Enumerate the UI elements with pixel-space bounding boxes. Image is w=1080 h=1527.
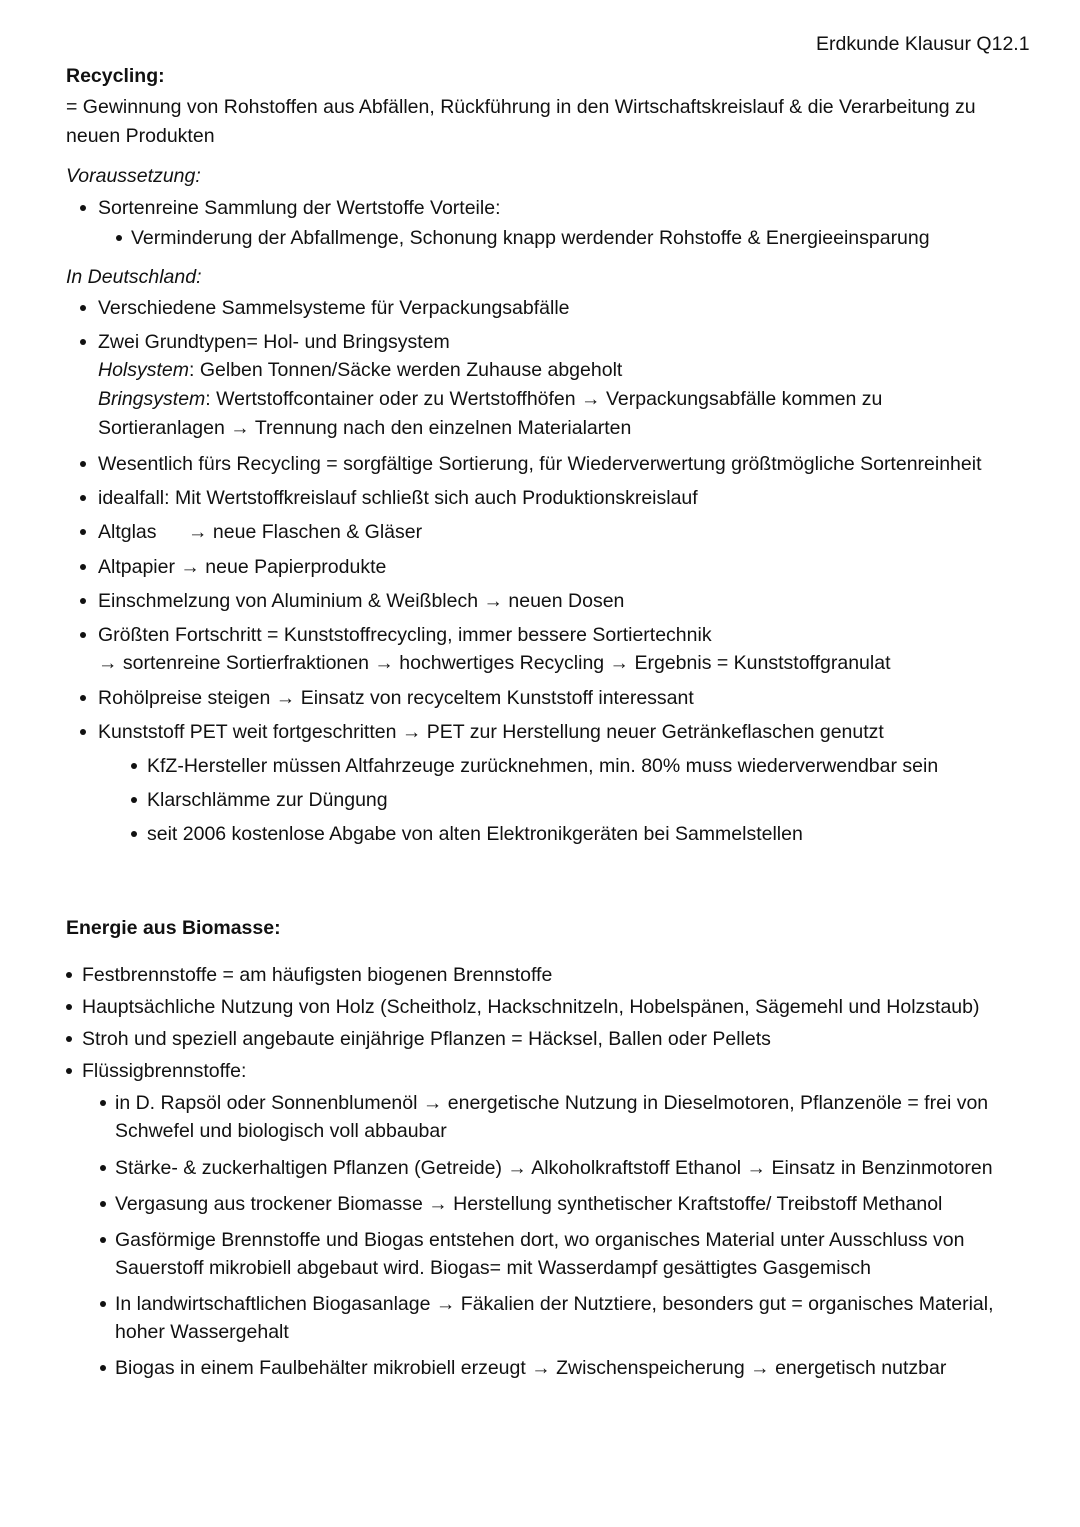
bullet-dot xyxy=(80,461,86,467)
sub-list-item: seit 2006 kostenlose Abgabe von alten Elektronikgeräten bei Sammelstellen xyxy=(147,823,803,845)
holsystem-line xyxy=(98,356,622,384)
bringsystem-text: : Wertstoffcontainer oder zu Wertstoffhöfen → Verpackungsabfälle kommen zu xyxy=(205,388,883,410)
sub-list-item: Gasförmige Brennstoffe und Biogas entstehen dort, wo organisches Material unter Ausschluss von xyxy=(115,1229,965,1251)
bringsystem-line2: Sortieranlagen → Trennung nach den einzelnen Materialarten xyxy=(98,417,632,439)
voraussetzung-label: Voraussetzung: xyxy=(66,165,201,187)
recycling-definition-line2: neuen Produkten xyxy=(66,125,215,147)
holsystem-text: : Gelben Tonnen/Säcke werden Zuhause abgeholt xyxy=(189,359,623,381)
sub-list-item-continuation: Sauerstoff mikrobiell abgebaut wird. Biogas= mit Wasserdampf gesättigtes Gasgemisch xyxy=(115,1257,871,1279)
sub-list-item: KfZ-Hersteller müssen Altfahrzeuge zurücknehmen, min. 80% muss wiederverwendbar sein xyxy=(147,755,939,777)
sub-list-item: Stärke- & zuckerhaltigen Pflanzen (Getreide) → Alkoholkraftstoff Ethanol → Einsatz in Benzinmotoren xyxy=(115,1157,993,1179)
recycling-heading: Recycling: xyxy=(66,65,165,87)
bullet-dot xyxy=(66,1004,72,1010)
sub-list-item: Klarschlämme zur Düngung xyxy=(147,789,388,811)
bullet-dot xyxy=(100,1301,106,1307)
list-item: Rohölpreise steigen → Einsatz von recyceltem Kunststoff interessant xyxy=(98,687,694,709)
list-item: Zwei Grundtypen= Hol- und Bringsystem xyxy=(98,331,450,353)
list-item: Einschmelzung von Aluminium & Weißblech → neuen Dosen xyxy=(98,590,625,612)
bullet-dot xyxy=(116,235,122,241)
bullet-dot xyxy=(80,495,86,501)
sub-list-item-continuation: hoher Wassergehalt xyxy=(115,1321,289,1343)
bullet-dot xyxy=(100,1165,106,1171)
bullet-dot xyxy=(80,695,86,701)
voraussetzung-item: Sortenreine Sammlung der Wertstoffe Vorteile: xyxy=(98,197,501,219)
vorteile-item: Verminderung der Abfallmenge, Schonung knapp werdender Rohstoffe & Energieeinsparung xyxy=(131,227,930,249)
bullet-dot xyxy=(100,1201,106,1207)
list-item: Größten Fortschritt = Kunststoffrecycling, immer bessere Sortiertechnik xyxy=(98,624,712,646)
bullet-dot xyxy=(100,1237,106,1243)
sub-list-item: Biogas in einem Faulbehälter mikrobiell erzeugt → Zwischenspeicherung → energetisch nutzbar xyxy=(115,1357,947,1379)
list-item: Verschiedene Sammelsysteme für Verpackungsabfälle xyxy=(98,297,570,319)
bringsystem-term: Bringsystem xyxy=(98,388,206,410)
list-item: idealfall: Mit Wertstoffkreislauf schließt sich auch Produktionskreislauf xyxy=(98,487,698,509)
bullet-dot xyxy=(66,972,72,978)
list-item: Hauptsächliche Nutzung von Holz (Scheitholz, Hackschnitzeln, Hobelspänen, Sägemehl und Holzstaub) xyxy=(82,996,980,1018)
list-item: Kunststoff PET weit fortgeschritten → PET zur Herstellung neuer Getränkeflaschen genutzt xyxy=(98,721,884,743)
bullet-dot xyxy=(131,831,137,837)
list-item: Altpapier → neue Papierprodukte xyxy=(98,556,387,578)
bullet-dot xyxy=(80,205,86,211)
bullet-dot xyxy=(131,797,137,803)
sub-list-item: in D. Rapsöl oder Sonnenblumenöl → energetische Nutzung in Dieselmotoren, Pflanzenöle = frei von xyxy=(115,1092,989,1114)
list-item: Stroh und speziell angebaute einjährige Pflanzen = Häcksel, Ballen oder Pellets xyxy=(82,1028,771,1050)
bullet-dot xyxy=(80,564,86,570)
sub-list-item-continuation: Schwefel und biologisch voll abbaubar xyxy=(115,1120,447,1142)
recycling-definition-line1: = Gewinnung von Rohstoffen aus Abfällen, Rückführung in den Wirtschaftskreislauf & die Verarbeitung zu xyxy=(66,96,976,118)
bullet-dot xyxy=(80,339,86,345)
bullet-dot xyxy=(100,1100,106,1106)
bullet-dot xyxy=(66,1036,72,1042)
bullet-dot xyxy=(80,632,86,638)
bullet-dot xyxy=(66,1068,72,1074)
list-item-altglas-result: → neue Flaschen & Gläser xyxy=(188,521,423,543)
bullet-dot xyxy=(80,305,86,311)
bullet-dot xyxy=(131,763,137,769)
biomasse-heading: Energie aus Biomasse: xyxy=(66,917,281,939)
document-header: Erdkunde Klausur Q12.1 xyxy=(816,33,1030,55)
list-item-altglas: Altglas xyxy=(98,521,157,543)
list-item-continuation: → sortenreine Sortierfraktionen → hochwertiges Recycling → Ergebnis = Kunststoffgranulat xyxy=(98,652,891,674)
bullet-dot xyxy=(80,729,86,735)
sub-list-item: Vergasung aus trockener Biomasse → Herstellung synthetischer Kraftstoffe/ Treibstoff Methanol xyxy=(115,1193,943,1215)
holsystem-term: Holsystem xyxy=(98,359,190,381)
deutschland-label: In Deutschland: xyxy=(66,266,202,288)
list-item: Festbrennstoffe = am häufigsten biogenen Brennstoffe xyxy=(82,964,553,986)
bullet-dot xyxy=(80,529,86,535)
list-item: Flüssigbrennstoffe: xyxy=(82,1060,247,1082)
sub-list-item: In landwirtschaftlichen Biogasanlage → Fäkalien der Nutztiere, besonders gut = organisches Material, xyxy=(115,1293,994,1315)
bullet-dot xyxy=(100,1365,106,1371)
bullet-dot xyxy=(80,598,86,604)
list-item: Wesentlich fürs Recycling = sorgfältige Sortierung, für Wiederverwertung größtmögliche Sortenreinheit xyxy=(98,453,982,475)
bringsystem-line xyxy=(98,385,882,413)
